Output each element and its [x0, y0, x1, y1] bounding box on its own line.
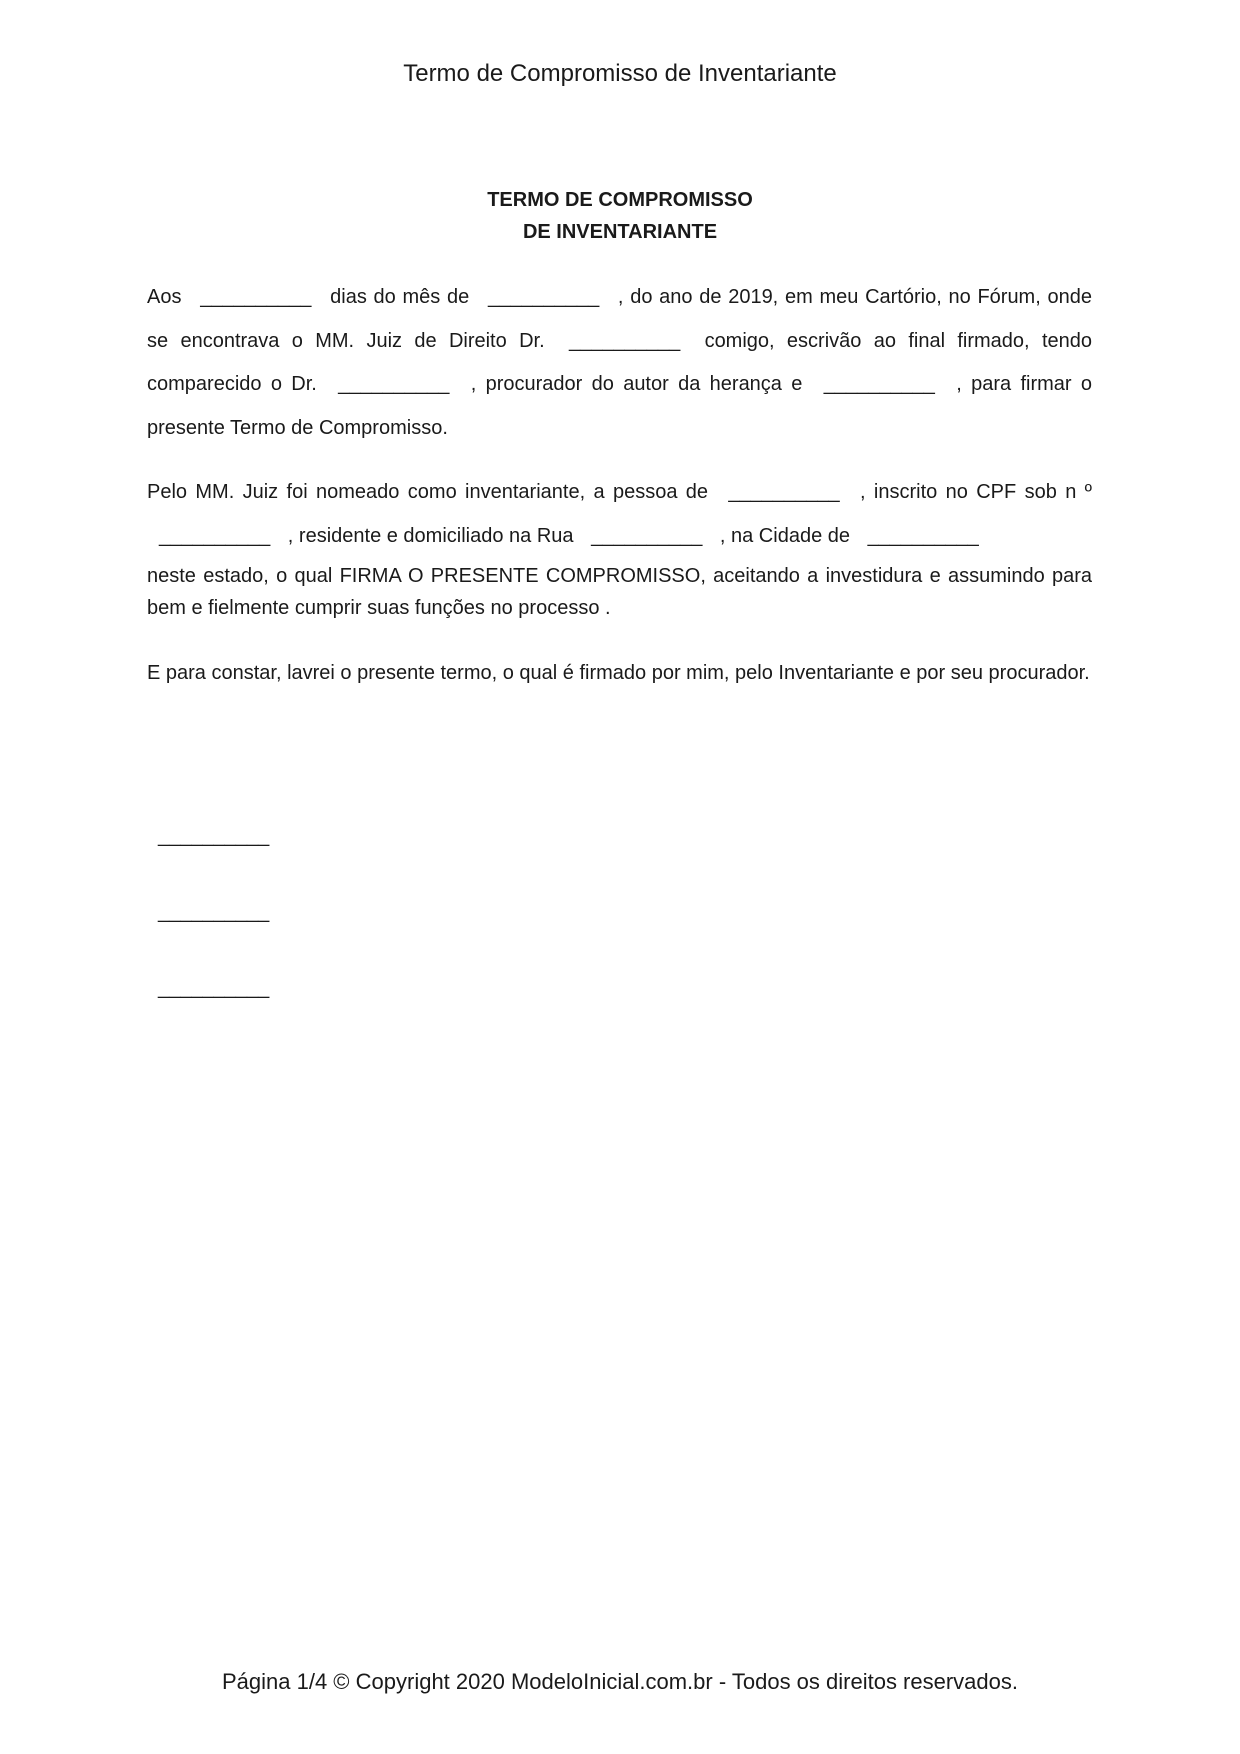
- paragraph-2-text-4: , na Cidade de: [719, 524, 850, 547]
- blank-field-judge: __________: [568, 329, 681, 352]
- signature-line-3: __________: [158, 977, 270, 999]
- paragraph-1-text-4: comigo, escrivão ao final firmado, tendo comparecido o Dr.: [147, 329, 1093, 395]
- paragraph-1-text-5: , procurador do autor da herança e: [470, 373, 803, 395]
- paragraph-1-text-2: dias do mês de: [330, 286, 470, 308]
- blank-field-person: __________: [728, 481, 840, 503]
- blank-field-attorney: __________: [338, 373, 450, 395]
- paragraph-3: E para constar, lavrei o presente termo, o qual é firmado por mim, pelo Inventariante e por seu procurador.: [147, 662, 1090, 684]
- paragraph-1: [147, 276, 1092, 450]
- blank-field-party: __________: [823, 373, 935, 395]
- blank-field-day: __________: [200, 286, 312, 308]
- blank-field-month: __________: [487, 286, 600, 308]
- document-title-line-2: DE INVENTARIANTE: [522, 221, 718, 243]
- paragraph-2-text-5: neste estado, o qual FIRMA O PRESENTE COMPROMISSO, aceitando a investidura e assumindo para bem e fielmente cumprir suas funções no processo .: [147, 565, 1092, 619]
- document-title: [0, 184, 1240, 248]
- signature-line-2: __________: [158, 901, 270, 923]
- blank-field-city: __________: [867, 524, 979, 547]
- document-title-line-1: TERMO DE COMPROMISSO: [487, 189, 753, 211]
- blank-field-cpf: __________: [159, 524, 271, 547]
- paragraph-1-text-3: , do ano de 2019, em meu Cartório, no Fórum, onde se encontrava o MM. Juiz de Direito Dr.: [147, 286, 1092, 352]
- paragraph-1-text-1: Aos: [147, 286, 182, 308]
- paragraph-2-continuation: [147, 560, 1092, 624]
- paragraph-2-text-2: , inscrito no CPF sob n º: [860, 481, 1092, 503]
- paragraph-2: [147, 471, 1092, 558]
- blank-field-street: __________: [591, 524, 703, 547]
- paragraph-2-text-1: Pelo MM. Juiz foi nomeado como inventariante, a pessoa de: [147, 481, 709, 503]
- signature-line-1: __________: [158, 825, 270, 847]
- paragraph-2-text-3: , residente e domiciliado na Rua: [287, 524, 574, 547]
- paragraph-1-text-6: , para firmar o presente Termo de Compromisso.: [147, 373, 1093, 439]
- running-header: Termo de Compromisso de Inventariante: [403, 60, 837, 87]
- page-footer: Página 1/4 © Copyright 2020 ModeloInicial.com.br - Todos os direitos reservados.: [222, 1669, 1018, 1694]
